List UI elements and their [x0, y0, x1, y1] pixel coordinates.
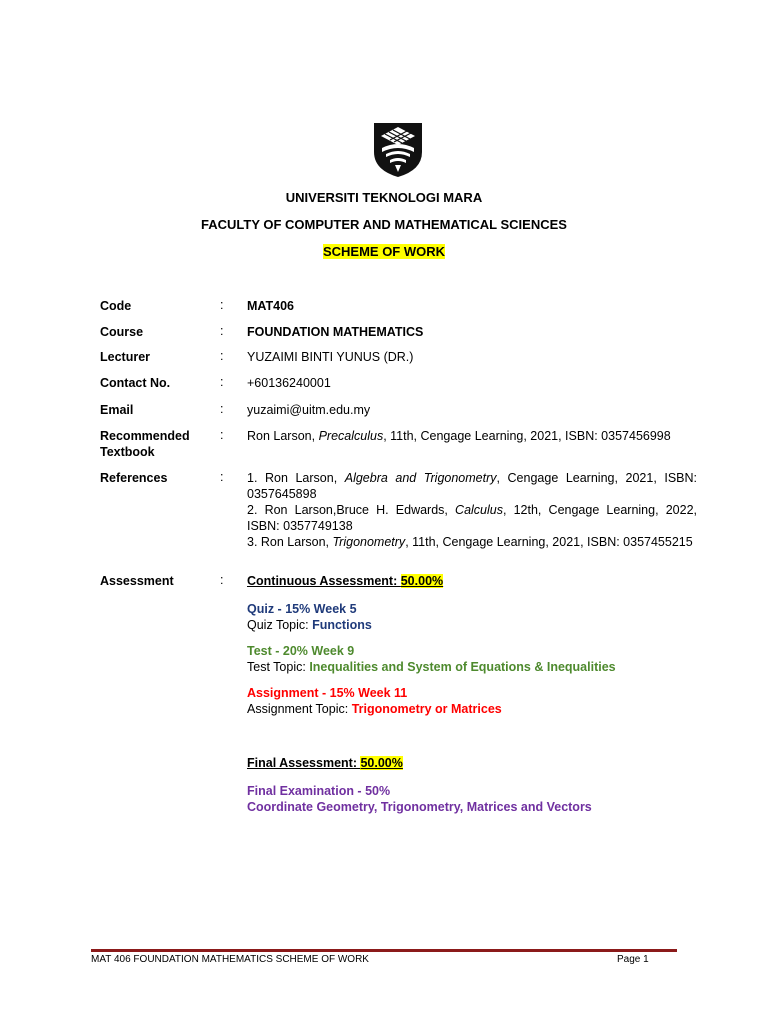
reference-details: , 12th, Cengage Learning, 2022, ISBN: 0357749138 — [247, 503, 697, 533]
final-exam-topic: Coordinate Geometry, Trigonometry, Matrices and Vectors — [247, 800, 592, 814]
faculty-name: FACULTY OF COMPUTER AND MATHEMATICAL SCIENCES — [201, 217, 567, 232]
colon: : — [220, 470, 224, 484]
continuous-assessment-label: Continuous Assessment: — [247, 574, 401, 588]
contact-value: +60136240001 — [247, 376, 331, 390]
email-value: yuzaimi@uitm.edu.my — [247, 403, 371, 417]
references-label: References — [100, 471, 168, 485]
quiz-topic-label: Quiz Topic: — [247, 618, 313, 632]
reference-author: 2. Ron Larson,Bruce H. Edwards, — [247, 503, 456, 517]
test-title: Test - 20% Week 9 — [247, 644, 355, 658]
reference-item — [247, 470, 697, 502]
test-block — [247, 643, 697, 675]
assignment-title: Assignment - 15% Week 11 — [247, 686, 408, 700]
textbook-value — [247, 428, 697, 444]
reference-item — [247, 502, 697, 534]
quiz-topic: Functions — [312, 618, 372, 632]
document-title — [0, 244, 768, 259]
document-title-text: SCHEME OF WORK — [322, 244, 446, 259]
quiz-title: Quiz - 15% Week 5 — [247, 602, 357, 616]
assignment-topic: Trigonometry or Matrices — [351, 702, 502, 716]
email-label: Email — [100, 403, 134, 417]
colon: : — [220, 573, 224, 587]
references-list — [247, 470, 697, 550]
course-label: Course — [100, 325, 144, 339]
textbook-label-line2: Textbook — [100, 445, 155, 459]
final-exam-block — [247, 783, 697, 815]
textbook-details: , 11th, Cengage Learning, 2021, ISBN: 0357456998 — [383, 429, 671, 443]
colon: : — [220, 349, 224, 363]
reference-author: 3. Ron Larson, — [247, 535, 333, 549]
colon: : — [220, 428, 224, 442]
colon: : — [220, 375, 224, 389]
test-topic-line — [247, 659, 697, 675]
code-value: MAT406 — [247, 299, 295, 313]
colon: : — [220, 402, 224, 416]
final-assessment-heading — [247, 755, 697, 771]
quiz-block — [247, 601, 697, 633]
test-topic: Inequalities and System of Equations & Inequalities — [309, 660, 616, 674]
lecturer-value: YUZAIMI BINTI YUNUS (DR.) — [247, 350, 414, 364]
assignment-topic-line — [247, 701, 697, 717]
page-number: Page 1 — [617, 954, 649, 965]
final-assessment-percent: 50.00% — [360, 756, 403, 770]
reference-details: , Cengage Learning, 2021, ISBN: 0357645898 — [247, 471, 698, 501]
assessment-label: Assessment — [100, 574, 174, 588]
final-assessment-label: Final Assessment: — [247, 756, 361, 770]
textbook-title: Precalculus — [318, 429, 384, 443]
textbook-label — [100, 428, 190, 460]
colon: : — [220, 298, 224, 312]
reference-author: 1. Ron Larson, — [247, 471, 345, 485]
reference-title: Trigonometry — [332, 535, 406, 549]
reference-title: Calculus — [455, 503, 503, 517]
footer-title: MAT 406 FOUNDATION MATHEMATICS SCHEME OF WORK — [91, 954, 369, 965]
final-exam-title: Final Examination - 50% — [247, 784, 391, 798]
textbook-label-line1: Recommended — [100, 429, 190, 443]
reference-item — [247, 534, 697, 550]
contact-label: Contact No. — [100, 376, 171, 390]
university-name: UNIVERSITI TEKNOLOGI MARA — [285, 190, 483, 205]
continuous-assessment-percent: 50.00% — [400, 574, 444, 588]
course-value: FOUNDATION MATHEMATICS — [247, 325, 424, 339]
colon: : — [220, 324, 224, 338]
quiz-topic-line — [247, 617, 697, 633]
textbook-author: Ron Larson, — [247, 429, 319, 443]
code-label: Code — [100, 299, 132, 313]
continuous-assessment-heading — [247, 573, 697, 589]
assignment-topic-label: Assignment Topic: — [247, 702, 352, 716]
footer-rule — [91, 949, 677, 952]
lecturer-label: Lecturer — [100, 350, 151, 364]
test-topic-label: Test Topic: — [247, 660, 310, 674]
reference-details: , 11th, Cengage Learning, 2021, ISBN: 0357455215 — [405, 535, 693, 549]
uitm-crest-icon — [373, 122, 423, 178]
assignment-block — [247, 685, 697, 717]
reference-title: Algebra and Trigonometry — [344, 471, 497, 485]
